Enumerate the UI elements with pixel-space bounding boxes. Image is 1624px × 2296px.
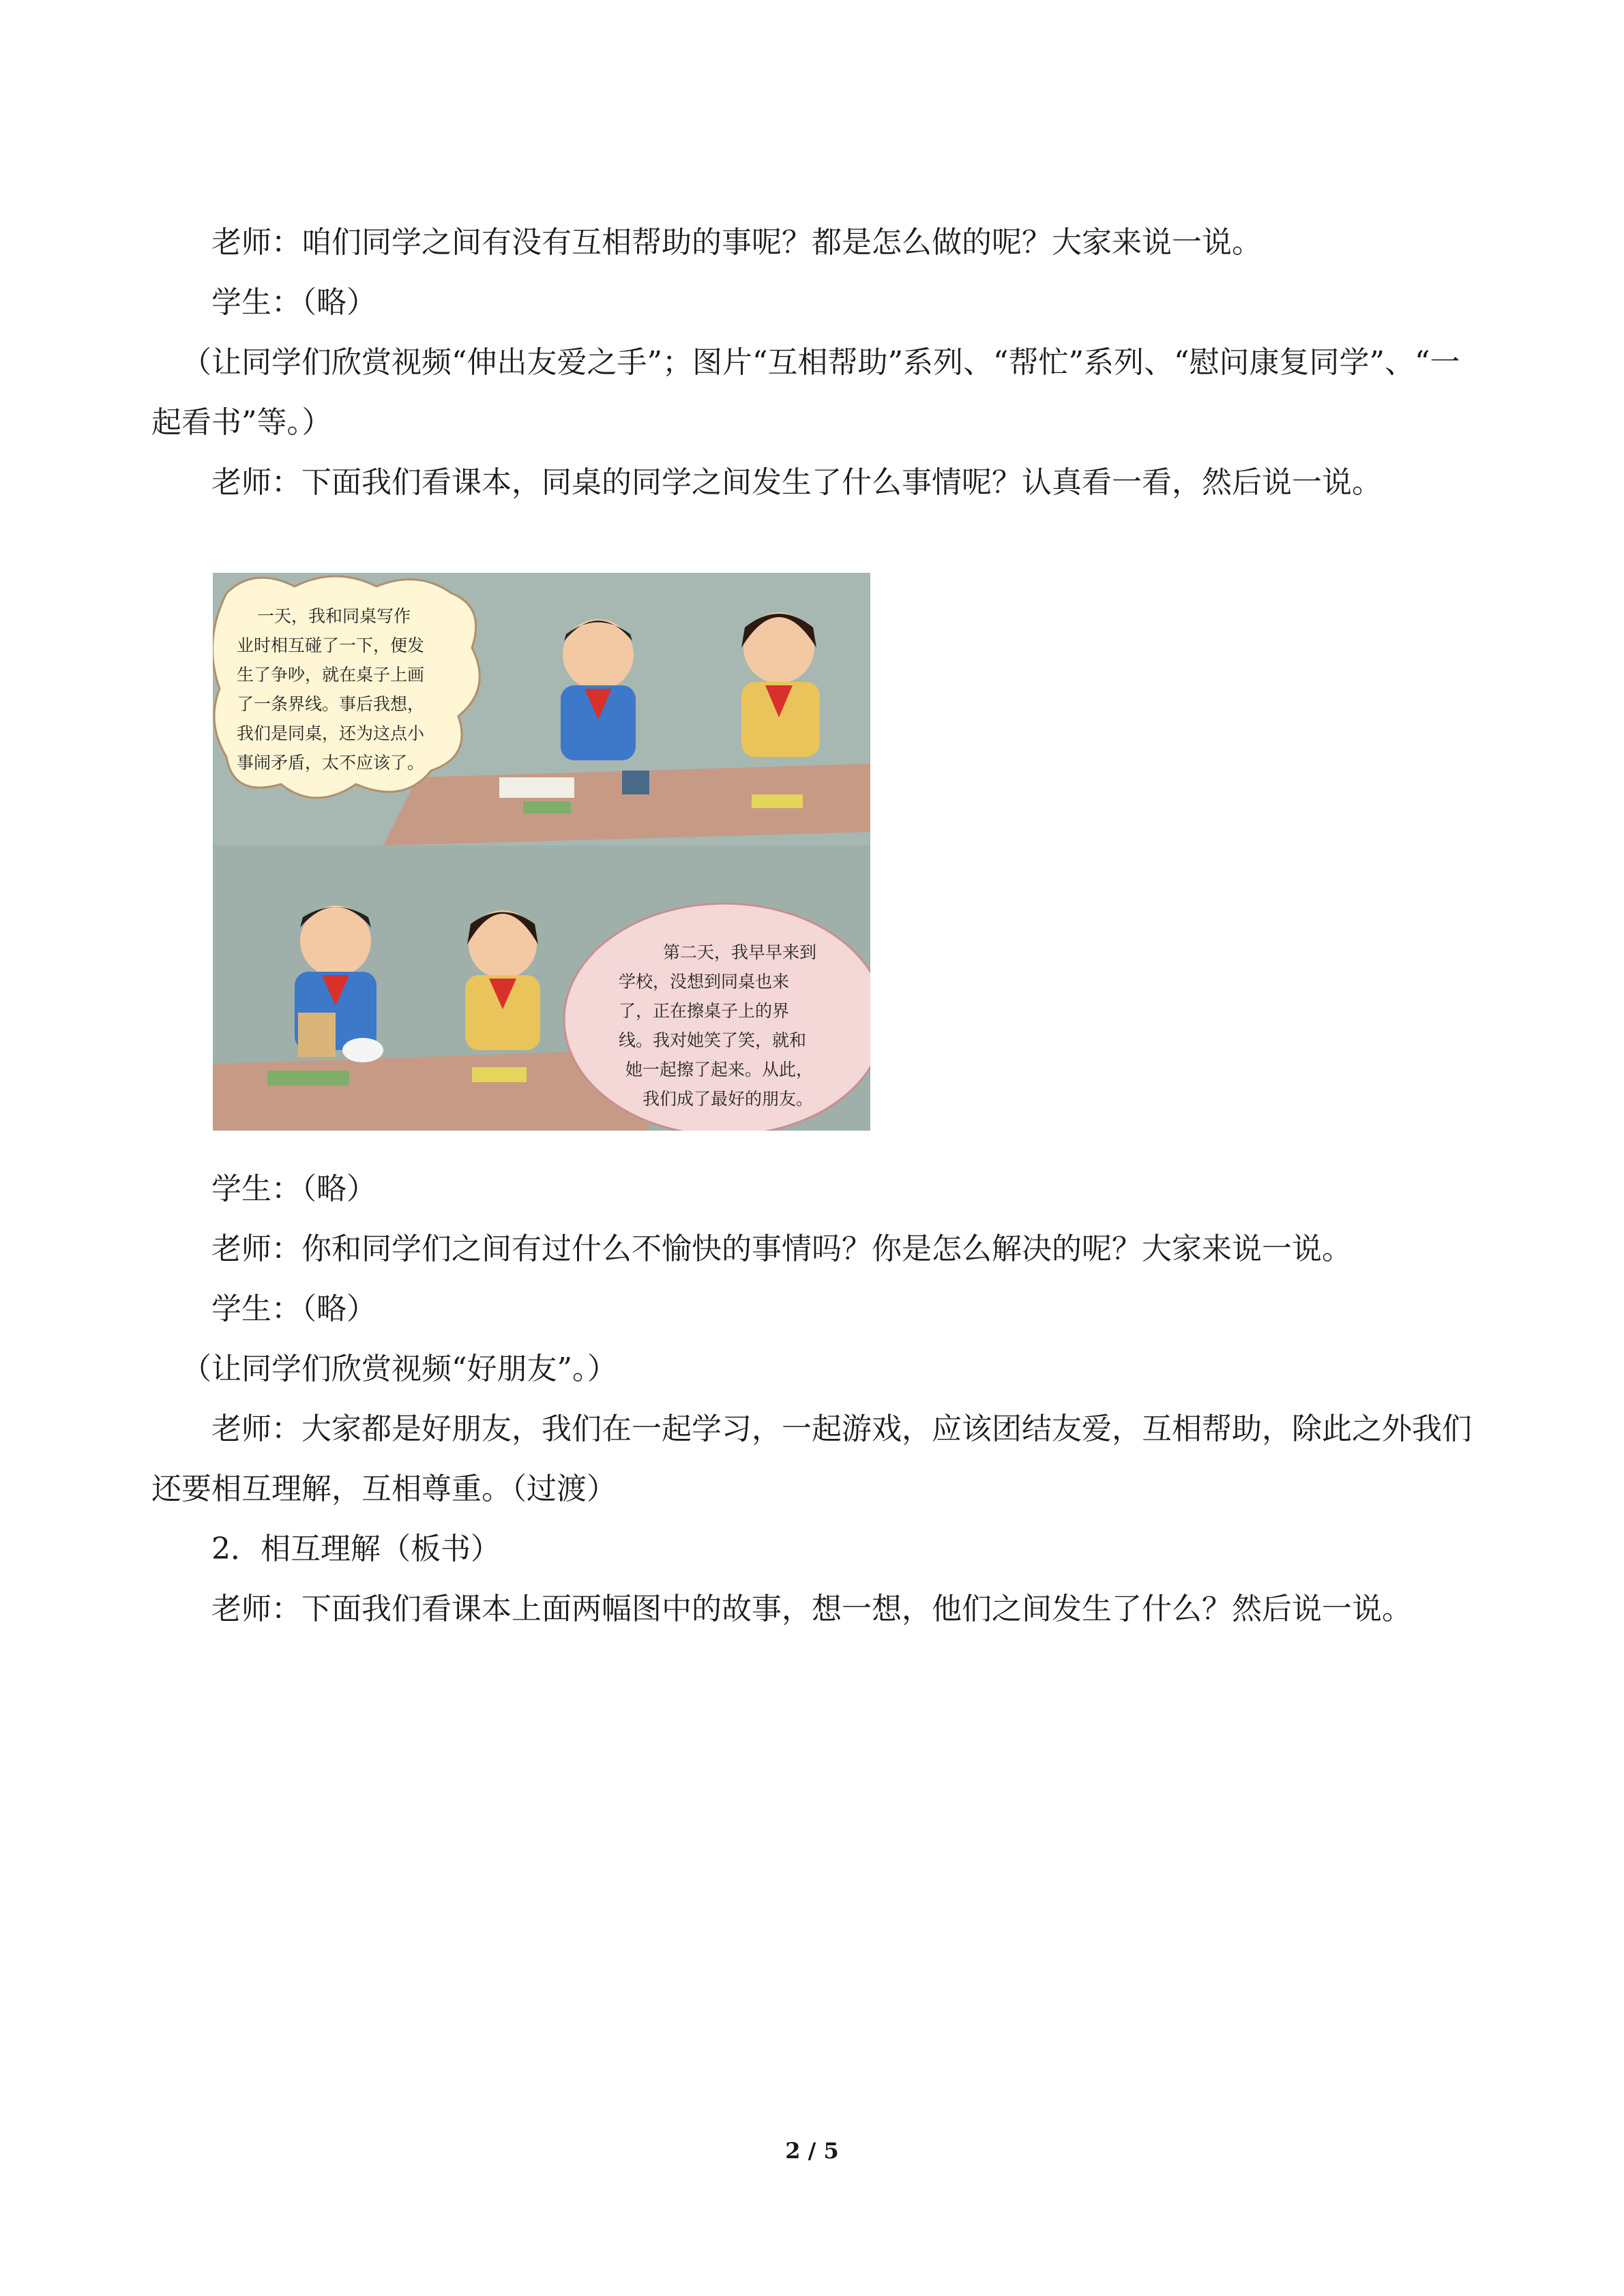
cloud-line: 业时相互碰了一下，便发: [237, 636, 425, 655]
bubble-line: 第二天，我早早来到: [663, 942, 817, 962]
cloud-line: 一天，我和同桌写作: [257, 606, 411, 626]
paragraph-student-3: 学生：（略）: [211, 1292, 377, 1326]
paragraph-teacher-textbook-1: 老师：下面我们看课本，同桌的同学之间发生了什么事情呢？认真看一看，然后说一说。: [211, 465, 1382, 500]
page-number: 2 / 5: [785, 2138, 839, 2164]
bubble-line: 了，正在擦桌子上的界: [619, 1001, 790, 1021]
cloud-line: 了一条界线。事后我想，: [237, 694, 425, 714]
bubble-line: 线。我对她笑了笑，就和: [619, 1030, 807, 1050]
paragraph-teacher-textbook-2: 老师：下面我们看课本上面两幅图中的故事，想一想，他们之间发生了什么？然后说一说。: [211, 1592, 1412, 1626]
cloud-line: 生了争吵，就在桌子上画: [237, 665, 425, 685]
paragraph-teacher-question-2: 老师：你和同学们之间有过什么不愉快的事情吗？你是怎么解决的呢？大家来说一说。: [211, 1232, 1352, 1266]
cloud-line: 事闹矛盾，太不应该了。: [237, 753, 425, 773]
bubble-line: 我们成了最好的朋友。: [643, 1089, 814, 1109]
paragraph-student-2: 学生：（略）: [211, 1172, 377, 1206]
paragraph-video-note-2: （让同学们欣赏视频“好朋友”。）: [181, 1352, 617, 1386]
textbook-illustration: [213, 573, 870, 1131]
cloud-line: 我们是同桌，还为这点小: [237, 724, 425, 743]
paragraph-teacher-transition: 老师：大家都是好朋友，我们在一起学习，一起游戏，应该团结友爱，互相帮助，除此之外我们还要相互理解，互相尊重。（过渡）: [151, 1412, 1472, 1506]
paragraph-student-1: 学生：（略）: [211, 285, 377, 320]
bubble-line: 学校，没想到同桌也来: [619, 972, 790, 992]
section-heading-mutual-understanding: 2．相互理解（板书）: [211, 1532, 501, 1566]
bubble-line: 她一起擦了起来。从此，: [625, 1060, 814, 1079]
paragraph-teacher-question-1: 老师：咱们同学之间有没有互相帮助的事呢？都是怎么做的呢？大家来说一说。: [211, 225, 1262, 260]
paragraph-video-note-1: （让同学们欣赏视频“伸出友爱之手”；图片“互相帮助”系列、“帮忙”系列、“慰问康复同学”、“一起看书”等。）: [151, 345, 1460, 440]
